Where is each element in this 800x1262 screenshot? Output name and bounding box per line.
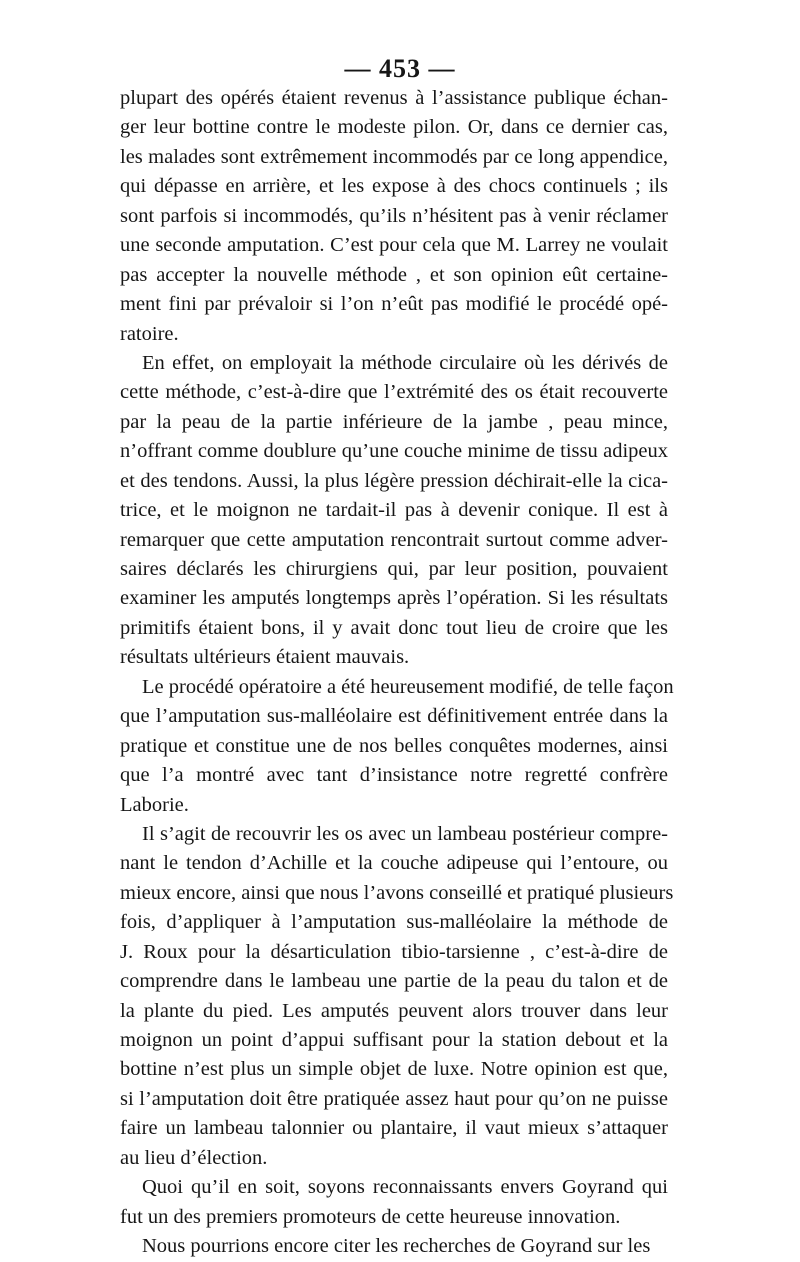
text-line: pratique et constitue une de nos belles conquêtes modernes, ainsi — [120, 734, 668, 757]
text-line: si l’amputation doit être pratiquée assez haut pour qu’on ne puisse — [120, 1087, 668, 1110]
text-line: qui dépasse en arrière, et les expose à des chocs continuels ; ils — [120, 175, 668, 198]
paragraph — [120, 820, 674, 1173]
text-line: faire un lambeau talonnier ou plantaire, il vaut mieux s’attaquer — [120, 1117, 668, 1140]
paragraph — [120, 673, 674, 820]
text-line: la plante du pied. Les amputés peuvent alors trouver dans leur — [120, 999, 668, 1022]
text-line: cette méthode, c’est-à-dire que l’extrémité des os était recouverte — [120, 381, 668, 404]
text-line: ger leur bottine contre le modeste pilon. Or, dans ce dernier cas, — [120, 116, 668, 139]
text-line: pas accepter la nouvelle méthode , et son opinion eût certaine- — [120, 263, 668, 286]
text-line: nant le tendon d’Achille et la couche adipeuse qui l’entoure, ou — [120, 852, 668, 875]
paragraph — [120, 1232, 668, 1261]
text-line: Laborie. — [120, 793, 189, 816]
text-line: comprendre dans le lambeau une partie de la peau du talon et de — [120, 970, 668, 993]
paragraph — [120, 349, 668, 673]
text-line: J. Roux pour la désarticulation tibio-tarsienne , c’est-à-dire de — [120, 940, 668, 963]
text-line: Quoi qu’il en soit, soyons reconnaissants envers Goyrand qui — [142, 1176, 668, 1199]
text-line: résultats ultérieurs étaient mauvais. — [120, 646, 410, 669]
text-line: Le procédé opératoire a été heureusement modifié, de telle façon — [142, 675, 674, 698]
text-line: fois, d’appliquer à l’amputation sus-malléolaire la méthode de — [120, 911, 668, 934]
text-line: remarquer que cette amputation rencontrait surtout comme adver- — [120, 528, 668, 551]
text-line: saires déclarés les chirurgiens qui, par leur position, pouvaient — [120, 558, 668, 580]
text-line: bottine n’est plus un simple objet de luxe. Notre opinion est que, — [120, 1058, 668, 1081]
text-line: n’offrant comme doublure qu’une couche minime de tissu adipeux — [120, 440, 668, 463]
text-line: sont parfois si incommodés, qu’ils n’hésitent pas à venir réclamer — [120, 204, 668, 227]
text-line: Il s’agit de recouvrir les os avec un lambeau postérieur compre- — [142, 822, 668, 845]
text-line: En effet, on employait la méthode circulaire où les dérivés de — [142, 351, 668, 374]
text-line: les malades sont extrêmement incommodés par ce long appendice, — [120, 145, 668, 168]
text-line: une seconde amputation. C’est pour cela que M. Larrey ne voulait — [120, 234, 668, 257]
text-line: par la peau de la partie inférieure de la jambe , peau mince, — [120, 410, 668, 433]
text-line: ment fini par prévaloir si l’on n’eût pas modifié le procédé opé- — [120, 293, 668, 316]
paragraph — [120, 1173, 668, 1232]
text-line: Nous pourrions encore citer les recherches de Goyrand sur les — [142, 1235, 651, 1258]
page-number: — 453 — — [344, 54, 456, 83]
text-line: moignon un point d’appui suffisant pour la station debout et la — [120, 1029, 668, 1051]
body-text — [120, 84, 674, 1262]
text-line: plupart des opérés étaient revenus à l’assistance publique échan- — [120, 87, 668, 109]
text-line: ratoire. — [120, 322, 179, 345]
text-line: que l’a montré avec tant d’insistance notre regretté confrère — [120, 764, 668, 787]
text-line: mieux encore, ainsi que nous l’avons conseillé et pratiqué plusieurs — [120, 881, 674, 904]
text-line: trice, et le moignon ne tardait-il pas à devenir conique. Il est à — [120, 499, 668, 522]
text-line: que l’amputation sus-malléolaire est définitivement entrée dans la — [120, 705, 668, 728]
text-line: fut un des premiers promoteurs de cette heureuse innovation. — [120, 1205, 621, 1228]
paragraph — [120, 84, 668, 349]
text-line: examiner les amputés longtemps après l’opération. Si les résultats — [120, 587, 668, 610]
text-line: primitifs étaient bons, il y avait donc tout lieu de croire que les — [120, 616, 668, 639]
text-line: au lieu d’élection. — [120, 1146, 268, 1169]
text-line: et des tendons. Aussi, la plus légère pression déchirait-elle la cica- — [120, 469, 668, 492]
